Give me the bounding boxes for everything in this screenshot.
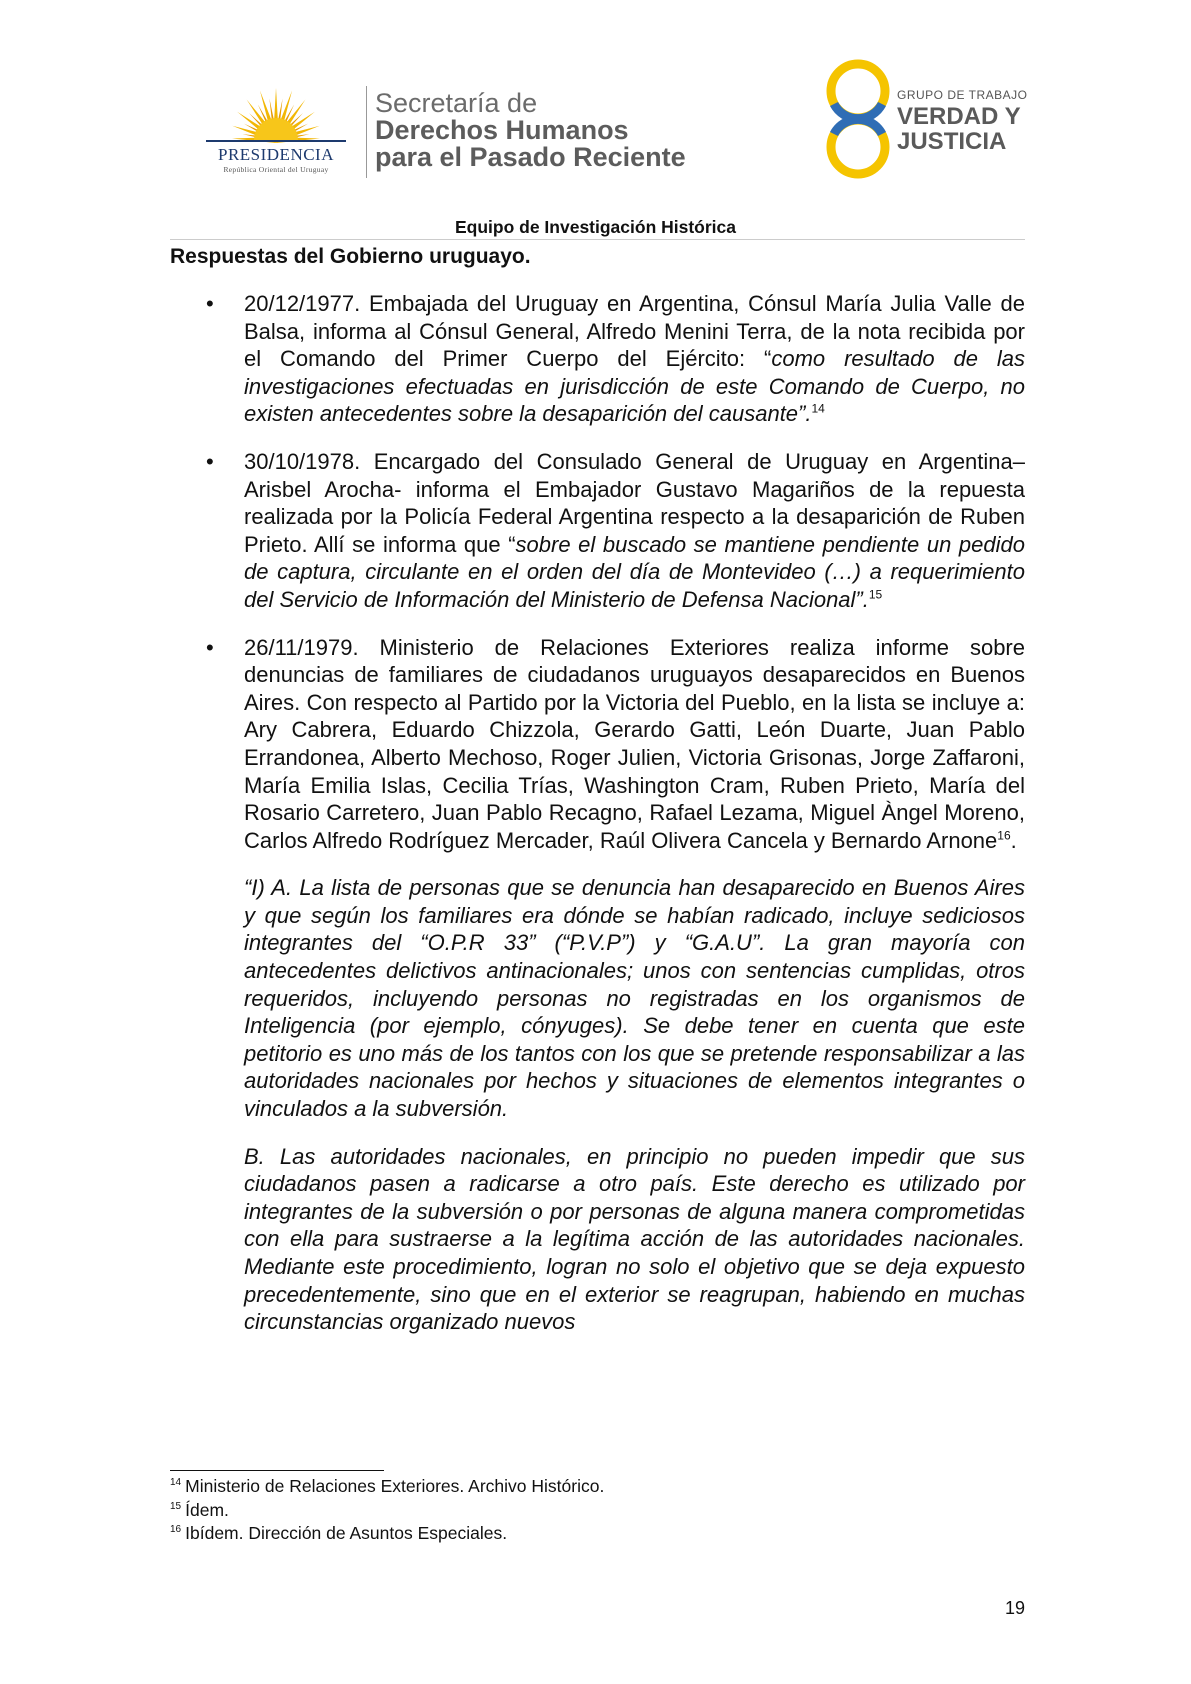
linked-rings-logo-icon: [818, 58, 898, 180]
secretaria-line-1: Secretaría de: [375, 88, 538, 118]
gtvj-small-label: GRUPO DE TRABAJO: [897, 88, 1028, 102]
presidencia-name: PRESIDENCIA: [217, 145, 334, 164]
document-body: [170, 290, 1025, 1356]
footnote-number: 16: [170, 1524, 182, 1536]
footnote-ref: 16: [997, 828, 1011, 843]
secretaria-line-2: Derechos Humanos: [375, 115, 629, 145]
list-item: [170, 290, 1025, 428]
gtvj-title: [897, 88, 1027, 154]
footnote-rule: [170, 1470, 384, 1471]
section-title: Respuestas del Gobierno uruguayo.: [170, 245, 531, 268]
footnote: [170, 1475, 604, 1499]
item-text: 30/10/1978. Encargado del Consulado General de Uruguay en Argentina– Arisbel Arocha- informa el Embajador Gustavo Magariños de la repuesta realizada por la Policía Federal Argentina respecto a la desaparición de Ruben Prieto. Allí se informa que “: [244, 448, 1025, 557]
header-divider: [366, 86, 367, 178]
quoted-paragraph: “I) A. La lista de personas que se denuncia han desaparecido en Buenos Aires y que según los familiares era dónde se habían radicado, incluye sediciosos integrantes del “O.P.R 33” (“P.V.P”) y “G.A.U”. La gran mayoría con antecedentes delictivos antinacionales; unos con sentencias cumplidas, otros requeridos, incluyendo personas no registradas en los organismos de Inteligencia (por ejemplo, cónyuges). Se debe tener en cuenta que este petitorio es uno más de los tantos con los que se pretende responsabilizar a las autoridades nacionales por hechos y situaciones de elementos integrantes o vinculados a la subversión.: [244, 875, 1025, 1122]
footnote-ref: 15: [868, 587, 883, 602]
footnote-text: Ibídem. Dirección de Asuntos Especiales.: [185, 1523, 508, 1543]
secretaria-title: [375, 90, 686, 171]
footnote-text: Ídem.: [185, 1499, 229, 1520]
secretaria-line-3: para el Pasado Reciente: [375, 142, 686, 172]
list-item: [170, 634, 1025, 855]
page-number: 19: [1004, 1598, 1025, 1618]
bullet-marker: •: [206, 634, 214, 660]
bullet-marker: •: [206, 448, 214, 474]
presidencia-subtitle: República Oriental del Uruguay: [223, 165, 329, 174]
quoted-paragraph: B. Las autoridades nacionales, en principio no pueden impedir que sus ciudadanos pasen a radicarse a otro país. Este derecho es utilizado por integrantes de la subversión o por personas de alguna manera comprometidas con ella para sustraerse a la legítima acción de las autoridades nacionales. Mediante este procedimiento, logran no solo el objetivo que se deja expuesto precedentemente, sino que en el exterior se reagrupan, habiendo en muchas circunstancias organizado nuevos: [244, 1143, 1025, 1335]
gtvj-line-2: JUSTICIA: [897, 128, 1007, 155]
footnote-number: 15: [170, 1500, 182, 1512]
header-rule: [170, 239, 1025, 240]
footnote: [170, 1499, 604, 1523]
team-heading: Equipo de Investigación Histórica: [454, 217, 737, 237]
gtvj-line-1: VERDAD Y: [897, 103, 1021, 130]
list-item: [170, 448, 1025, 614]
item-quote: como resultado de las investigaciones efectuadas en jurisdicción de este Comando de Cuerpo, no existen antecedentes sobre la desaparición del causante”.: [244, 346, 1025, 427]
item-after: .: [1010, 827, 1017, 853]
page-header: [0, 0, 1191, 215]
item-text: 20/12/1977. Embajada del Uruguay en Argentina, Cónsul María Julia Valle de Balsa, informa al Cónsul General, Alfredo Menini Terra, de la nota recibida por el Comando del Primer Cuerpo del Ejército: “: [244, 291, 1025, 372]
footnote: [170, 1522, 604, 1546]
footnotes: [170, 1475, 604, 1546]
footnote-number: 14: [170, 1477, 182, 1489]
item-quote: sobre el buscado se mantiene pendiente un pedido de captura, circulante en el orden del día de Montevideo (…) a requerimiento del Servicio de Información del Ministerio de Defensa Nacional”.: [244, 531, 1025, 612]
item-text: 26/11/1979. Ministerio de Relaciones Exteriores realiza informe sobre denuncias de familiares de ciudadanos uruguayos desaparecidos en Buenos Aires. Con respecto al Partido por la Victoria del Pueblo, en la lista se incluye a: Ary Cabrera, Eduardo Chizzola, Gerardo Gatti, León Duarte, Juan Pablo Errandonea, Alberto Mechoso, Roger Julien, Victoria Grisonas, Jorge Zaffaroni, María Emilia Islas, Cecilia Trías, Washington Cram, Ruben Prieto, María del Rosario Carretero, Juan Pablo Recagno, Rafael Lezama, Miguel Àngel Moreno, Carlos Alfredo Rodríguez Mercader, Raúl Olivera Cancela y Bernardo Arnone: [244, 634, 1025, 853]
bullet-marker: •: [206, 291, 214, 316]
footnote-text: Ministerio de Relaciones Exteriores. Archivo Histórico.: [185, 1476, 605, 1496]
footnote-ref: 14: [811, 402, 825, 417]
